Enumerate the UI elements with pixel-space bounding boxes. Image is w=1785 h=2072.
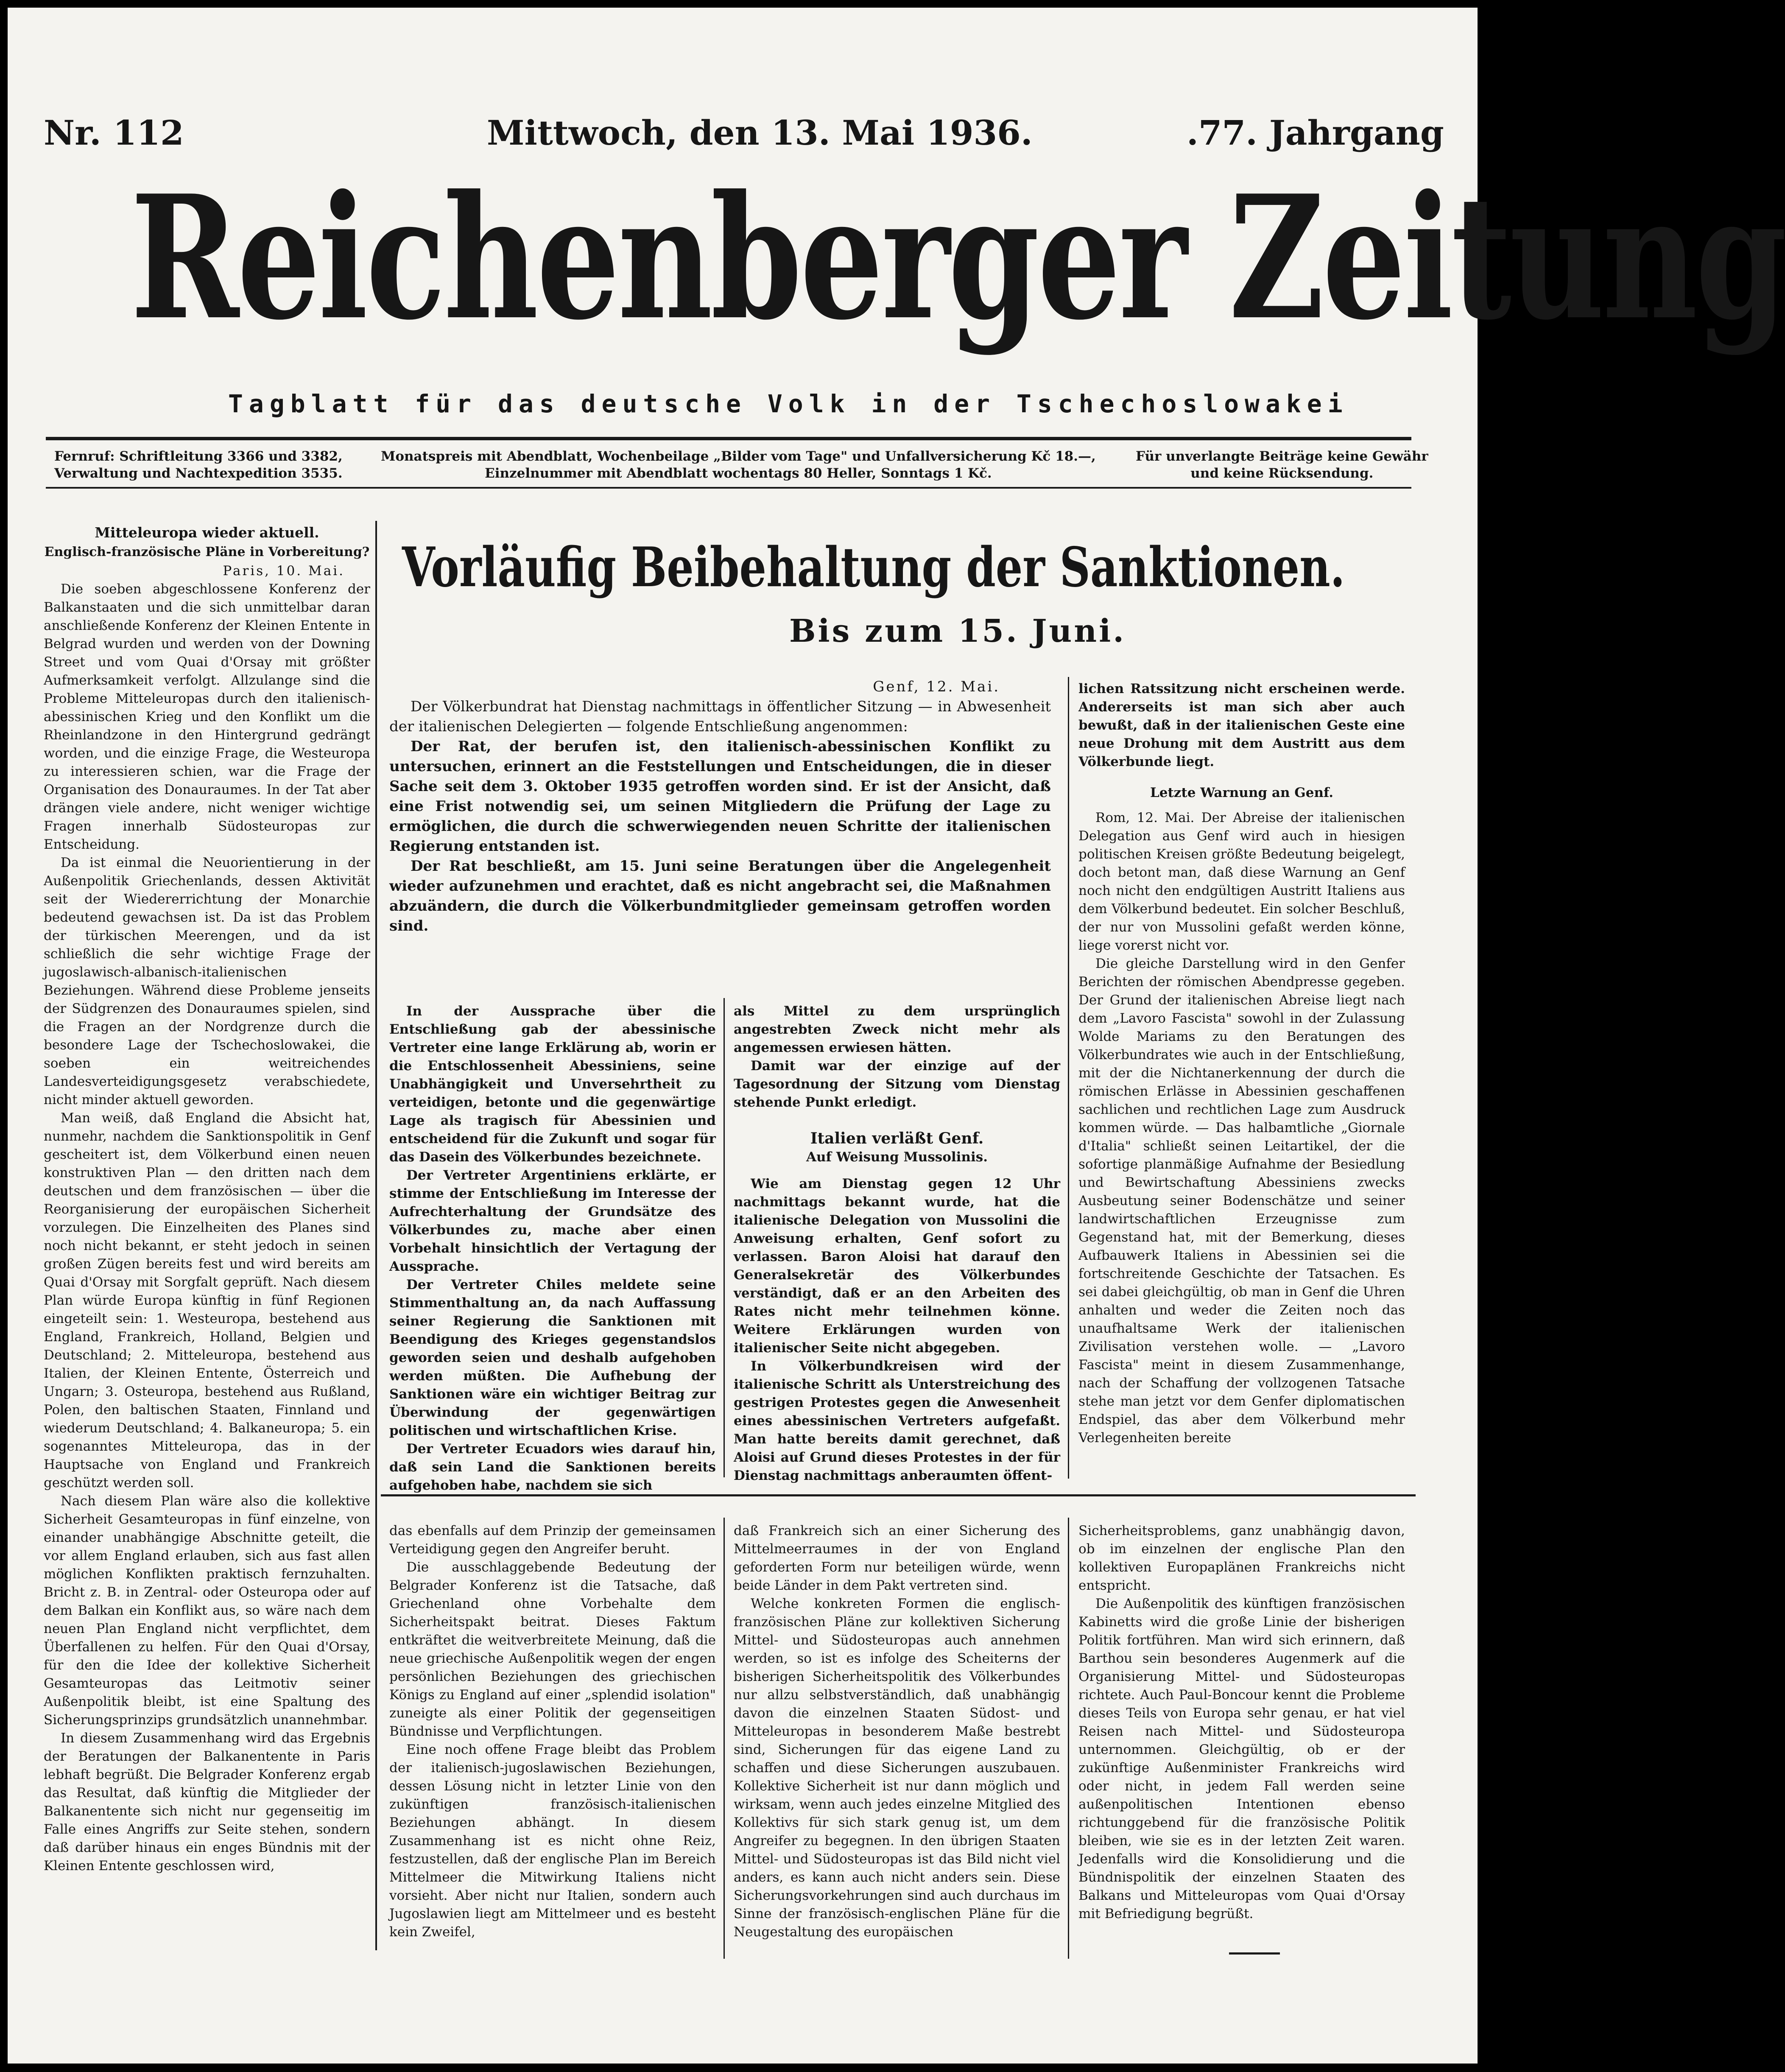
issue-date: Mittwoch, den 13. Mai 1936. <box>487 113 1033 153</box>
info-center-line: Einzelnummer mit Abendblatt wochentags 80 Heller, Sonntags 1 Kč. <box>485 466 992 481</box>
paragraph: Rom, 12. Mai. Der Abreise der italienischen Delegation aus Genf wird auch in hiesigen politischen Kreisen größte Bedeutung beigelegt, doch betont man, daß diese Warnung an Genf noch nicht den endgültigen Austritt Italiens aus dem Völkerbund bedeutet. Ein solcher Beschluß, der nur von Mussolini gefaßt werden könne, liege vorerst nicht vor. <box>1078 810 1405 953</box>
volume-year: .77. Jahrgang <box>1187 113 1444 153</box>
paragraph: als Mittel zu dem ursprünglich angestrebten Zweck nicht mehr als angemessen erwiesen hätten. <box>734 1004 1060 1055</box>
spacer <box>734 1166 1060 1175</box>
paragraph: daß Frankreich sich an einer Sicherung des Mittelmeerraumes in der von England geforderten Form nur beteiligen würde, wenn beide Länder in dem Pakt vertreten sind. <box>734 1523 1060 1593</box>
spacer <box>734 1112 1060 1129</box>
info-center <box>381 448 1096 482</box>
paragraph: In der Aussprache über die Entschließung gab der abessinische Vertreter eine lange Erklärung ab, worin er die Entschlossenheit Abessiniens, seine Unabhängigkeit und Unversehrtheit zu verteidigen, betonte und die gegenwärtige Lage als tragisch für Abessinien und entscheidend für die Zukunft und sogar für das Dasein des Völkerbundes bezeichnete. <box>389 1004 716 1165</box>
column-rule-left <box>375 521 377 1950</box>
main-article-column-1 <box>389 1002 716 1493</box>
paragraph: Die gleiche Darstellung wird in den Genfer Berichten der römischen Abendpresse gegeben. Der Grund der italienischen Abreise liegt nach dem „Lavoro Fascista" sowohl in der Zulassung Wolde Mariams zu den Beratungen des Völkerbundrates wie auch in der Entschließung, mit der die Nichtanerkennung der durch die römischen Erlässe in Abessinien geschaffenen sachlichen und rechtlichen Lage zum Ausdruck kommen würde. — Das halbamtliche „Giornale d'Italia" schließt seinen Leitartikel, der die sofortige planmäßige Aufnahme der Besiedlung und Bewirtschaftung Abessiniens zwecks Ausbeutung seiner Bodenschätze und seiner landwirtschaftlichen Erzeugnisse zum Gegenstand hat, mit der Bemerkung, dieses Aufbauwerk Italiens in Abessinien sei die fortschreitende Geschichte der Tatsachen. Es sei dabei gleichgültig, ob man in Genf die Uhren anhalten und weder die Zeiten noch das unaufhaltsame Werk der italienischen Zivilisation verstehen wolle. — „Lavoro Fascista" meint in diesem Zusammenhange, nach der Schaffung der vollzogenen Tatsache stehe man jetzt vor dem Genfer diplomatischen Endspiel, das aber dem Völkerbund mehr Verlegenheiten bereite <box>1078 956 1405 1446</box>
info-left-line: Fernruf: Schriftleitung 3366 und 3382, <box>54 449 343 464</box>
resolution-paragraph: Der Rat, der berufen ist, den italienisch-abessinischen Konflikt zu untersuchen, erinnert an die Feststellungen und Entscheidungen, die in dieser Sache seit dem 3. Oktober 1935 getroffen worden sind. Er ist der Ansicht, daß eine Frist notwendig sei, um seinen Mitgliedern die Prüfung der Lage zu ermöglichen, die durch die schwerwiegenden neuen Schritte der italienischen Regierung entstanden ist. <box>389 738 1051 855</box>
main-article-column-2 <box>734 1002 1060 1490</box>
paragraph: Die ausschlaggebende Bedeutung der Belgrader Konferenz ist die Tatsache, daß Griechenland ohne Vorbehalte dem Sicherheitspakt beitrat. Dieses Faktum entkräftet die weitverbreitete Meinung, daß die neue griechische Außenpolitik wegen der engen persönlichen Beziehungen des griechischen Königs zu England auf einer „splendid isolation" zuneigte als einer Politik der gegenseitigen Bündnisse und Verpflichtungen. <box>389 1560 716 1739</box>
issue-number: Nr. 112 <box>44 113 184 153</box>
newspaper-page <box>8 8 1785 2064</box>
column-rule <box>1068 1518 1069 1959</box>
main-article-column-3 <box>1078 680 1405 1490</box>
column-rule <box>1068 677 1069 1479</box>
continuation-column-3 <box>1078 1522 1405 1942</box>
paragraph: In diesem Zusammenhang wird das Ergebnis der Beratungen der Balkanentente in Paris lebhaft begrüßt. Die Belgrader Konferenz ergab das Resultat, daß künftig die Mitglieder der Balkanentente sich nicht nur gegenseitig im Falle eines Angriffs zur Seite stehen, sondern daß darüber hinaus ein enges Bündnis mit der Kleinen Entente geschlossen wird, <box>44 1731 370 1873</box>
paragraph: Der Vertreter Chiles meldete seine Stimmenthaltung an, da nach Auffassung seiner Regierung die Sanktionen mit Beendigung des Krieges gegenstandslos geworden seien und deshalb aufgehoben werden müßten. Die Aufhebung der Sanktionen wäre ein wichtiger Beitrag zur Überwindung der gegenwärtigen politischen und wirtschaftlichen Krise. <box>389 1277 716 1438</box>
paragraph: Man weiß, daß England die Absicht hat, nunmehr, nachdem die Sanktionspolitik in Genf gescheitert ist, dem Völkerbund einen neuen konstruktiven Plan — den dritten nach dem deutschen und dem französischen — über die Reorganisierung der europäischen Sicherheit vorzulegen. Die Einzelheiten des Planes sind noch nicht bekannt, er steht jedoch in seinen großen Zügen bereits fest und wird bereits am Quai d'Orsay mit Sorgfalt geprüft. Nach diesem Plan würde Europa künftig in fünf Regionen eingeteilt sein: 1. Westeuropa, bestehend aus England, Frankreich, Holland, Belgien und Deutschland; 2. Mitteleuropa, bestehend aus Italien, der Kleinen Entente, Österreich und Ungarn; 3. Osteuropa, bestehend aus Rußland, Polen, den baltischen Staaten, Finnland und wiederum Deutschland; 4. Balkaneuropa; 5. ein sogenanntes Mitteleuropa, das in der Hauptsache von England und Frankreich geschützt werden soll. <box>44 1110 370 1490</box>
resolution-paragraph: Der Rat beschließt, am 15. Juni seine Beratungen über die Angelegenheit wieder aufzunehmen und erachtet, daß es nicht angebracht sei, die Maßnahmen abzuändern, die durch die Völkerbundmitglieder gemeinsam getroffen worden sind. <box>389 858 1051 934</box>
main-article-intro <box>389 677 1051 995</box>
continuation-column-2 <box>734 1522 1060 1959</box>
paragraph: Der Völkerbundrat hat Dienstag nachmittags in öffentlicher Sitzung — in Abwesenheit der italienischen Delegierten — folgende Entschließung angenommen: <box>389 698 1051 735</box>
info-left-line: Verwaltung und Nachtexpedition 3535. <box>54 466 343 481</box>
paragraph: Nach diesem Plan wäre also die kollektive Sicherheit Gesamteuropas in fünf einzelne, von einander unabhängige Abschnitte geteilt, die vor allem England erlauben, sich aus fast allen möglichen Konflikten praktisch fernzuhalten. Bricht z. B. in Zentral- oder Osteuropa oder auf dem Balkan ein Konflikt aus, so wäre nach dem neuen Plan England nicht verpflichtet, dem Überfallenen zu helfen. Für den Quai d'Orsay, für den die Idee der kollektive Sicherheit Gesamteuropas das Leitmotiv seiner Außenpolitik bleibt, ist eine Spaltung des Sicherungsprinzips grundsätzlich unannehmbar. <box>44 1493 370 1728</box>
paragraph: Wie am Dienstag gegen 12 Uhr nachmittags bekannt wurde, hat die italienische Delegation von Mussolini die Anweisung erhalten, Genf sofort zu verlassen. Baron Aloisi hat darauf den Generalsekretär des Völkerbundes verständigt, daß er an den Arbeiten des Rates nicht mehr teilnehmen könne. Weitere Erklärungen wurden von italienischer Seite nicht abgegeben. <box>734 1176 1060 1356</box>
left-article-title: Mitteleuropa wieder aktuell. <box>95 524 319 541</box>
paragraph: Da ist einmal die Neuorientierung in der Außenpolitik Griechenlands, dessen Aktivität seit der Wiedererrichtung der Monarchie bedeutend gewachsen ist. Da ist das Problem der türkischen Meerengen, und da ist schließlich die sehr wichtige Frage der jugoslawisch-albanisch-italienischen Beziehungen. Während diese Probleme jenseits der Südgrenzen des Donauraumes spielen, sind die Fragen an der Nordgrenze durch die besondere Lage der Tschechoslowakei, die soeben ein weitreichendes Landesverteidigungsgesetz verabschiedete, nicht minder aktuell geworden. <box>44 855 370 1107</box>
paragraph: Die soeben abgeschlossene Konferenz der Balkanstaaten und die sich unmittelbar daran anschließende Konferenz der Kleinen Entente in Belgrad wurden und werden von der Downing Street und vom Quai d'Orsay mit größter Aufmerksamkeit verfolgt. Allzulange sind die Probleme Mitteleuropas durch den italienisch-abessinischen Krieg und den Konflikt um die Rheinlandzone in den Hintergrund gedrängt worden, und die einzige Frage, die Westeuropa zu interessieren schien, war die Frage der Organisation des Donauraumes. In der Tat aber drängen viele andere, nicht weniger wichtige Fragen innerhalb Südosteuropas zur Entscheidung. <box>44 582 370 852</box>
paragraph: Damit war der einzige auf der Tagesordnung der Sitzung vom Dienstag stehende Punkt erledigt. <box>734 1058 1060 1110</box>
info-rule-bottom <box>46 487 1411 489</box>
left-article-dateline: Paris, 10. Mai. <box>223 563 345 579</box>
spacer <box>1078 771 1405 784</box>
italy-section-subtitle: Auf Weisung Mussolinis. <box>806 1149 988 1165</box>
info-right-line: und keine Rücksendung. <box>1190 466 1374 481</box>
column-rule <box>723 998 725 1477</box>
left-article <box>44 523 370 1961</box>
info-right-line: Für unverlangte Beiträge keine Gewähr <box>1136 449 1428 464</box>
paragraph: In Völkerbundkreisen wird der italienische Schritt als Unterstreichung des gestrigen Protestes gegen die Anwesenheit eines abessinischen Vertreters aufgefaßt. Man hatte bereits damit gerechnet, daß Aloisi auf Grund dieses Protestes in der für Dienstag nachmittags anberaumten öffent- <box>734 1359 1060 1483</box>
spacer <box>1078 802 1405 809</box>
lead-subheadline: Bis zum 15. Juni. <box>789 613 1126 649</box>
tagline: Tagblatt für das deutsche Volk in der Tschechoslowakei <box>228 389 1349 418</box>
lead-headline: Vorläufig Beibehaltung der Sanktionen. <box>402 536 1345 599</box>
paragraph: das ebenfalls auf dem Prinzip der gemeinsamen Verteidigung gegen den Angreifer beruht. <box>389 1523 716 1557</box>
info-rule-top <box>46 437 1411 440</box>
info-right <box>1136 448 1428 482</box>
info-left <box>54 448 343 482</box>
paragraph: Welche konkreten Formen die englisch-französischen Pläne zur kollektiven Sicherung Mittel- und Südosteuropas auch annehmen werden, so ist es infolge des Scheiterns der bisherigen Sicherheitspolitik des Völkerbundes nur allzu selbstverständlich, daß unabhängig davon die einzelnen Staaten Südost- und Mitteleuropas in besonderem Maße bestrebt sind, Sicherungen für das eigene Land zu schaffen und diese Sicherungen auszubauen. Kollektive Sicherheit ist nur dann möglich und wirksam, wenn auch jedes einzelne Mitglied des Kollektivs für sich stark genug ist, um dem Angreifer zu begegnen. In den übrigen Staaten Mittel- und Südosteuropas ist das Bild nicht viel anders, es kann auch nicht anders sein. Diese Sicherungsvorkehrungen sind auch durchaus im Sinne der französisch-englischen Pläne für die Neugestaltung des europäischen <box>734 1596 1060 1940</box>
italy-section-title: Italien verläßt Genf. <box>810 1130 984 1147</box>
paragraph: Der Vertreter Argentiniens erklärte, er stimme der Entschließung im Interesse der Aufrechterhaltung der Grundsätze des Völkerbundes zu, mache aber einen Vorbehalt hinsichtlich der Vertagung der Aussprache. <box>389 1168 716 1274</box>
info-center-line: Monatspreis mit Abendblatt, Wochenbeilage „Bilder vom Tage" und Unfallversicherung Kč 18.—, <box>381 449 1096 464</box>
left-article-subtitle: Englisch-französische Pläne in Vorbereitung? <box>44 545 370 559</box>
continuation-column-1 <box>389 1522 716 1959</box>
article-end-rule <box>1229 1952 1280 1955</box>
paragraph: Eine noch offene Frage bleibt das Problem der italienisch-jugoslawischen Beziehungen, dessen Lösung nicht in letzter Linie von den zukünftigen französisch-italienischen Beziehungen abhängt. In diesem Zusammenhang ist es nicht ohne Reiz, festzustellen, daß der englische Plan im Bereich Mittelmeer die Mitwirkung Italiens nicht vorsieht. Aber nicht nur Italien, sondern auch Jugoslawien liegt am Mittelmeer und es besteht kein Zweifel, <box>389 1742 716 1940</box>
column-rule <box>723 1518 725 1959</box>
paragraph: lichen Ratssitzung nicht erscheinen werde. Andererseits ist man sich aber auch bewußt, daß in der italienischen Geste eine neue Drohung mit dem Austritt aus dem Völkerbunde liegt. <box>1078 681 1405 769</box>
newspaper-title: Reichenberger Zeitung <box>131 158 1785 358</box>
paragraph: Die Außenpolitik des künftigen französischen Kabinetts wird die große Linie der bisherigen Politik fortführen. Man wird sich erinnern, daß Barthou sein besonderes Augenmerk auf die Organisierung Mittel- und Südosteuropas richtete. Auch Paul-Boncour kennt die Probleme dieses Teils von Europa sehr genau, er hat viel Reisen nach Mittel- und Südosteuropa unternommen. Gleichgültig, ob er der zukünftige Außenminister Frankreichs wird oder nicht, in jedem Fall werden seine außenpolitischen Intentionen ebenso richtunggebend für die französische Politik bleiben, wie sie es in der letzten Zeit waren. Jedenfalls wird die Konsolidierung und die Bündnispolitik der einzelnen Staaten des Balkans und Mitteleuropas vom Quai d'Orsay mit Befriedigung begrüßt. <box>1078 1596 1405 1921</box>
paragraph: Sicherheitsproblems, ganz unabhängig davon, ob im einzelnen der englische Plan den kollektiven Europaplänen Frankreichs nicht entspricht. <box>1078 1523 1405 1593</box>
paragraph: Der Vertreter Ecuadors wies darauf hin, daß sein Land die Sanktionen bereits aufgehoben habe, nachdem sie sich <box>389 1441 716 1493</box>
main-article-dateline: Genf, 12. Mai. <box>873 678 1000 695</box>
warning-section-title: Letzte Warnung an Genf. <box>1150 785 1334 800</box>
